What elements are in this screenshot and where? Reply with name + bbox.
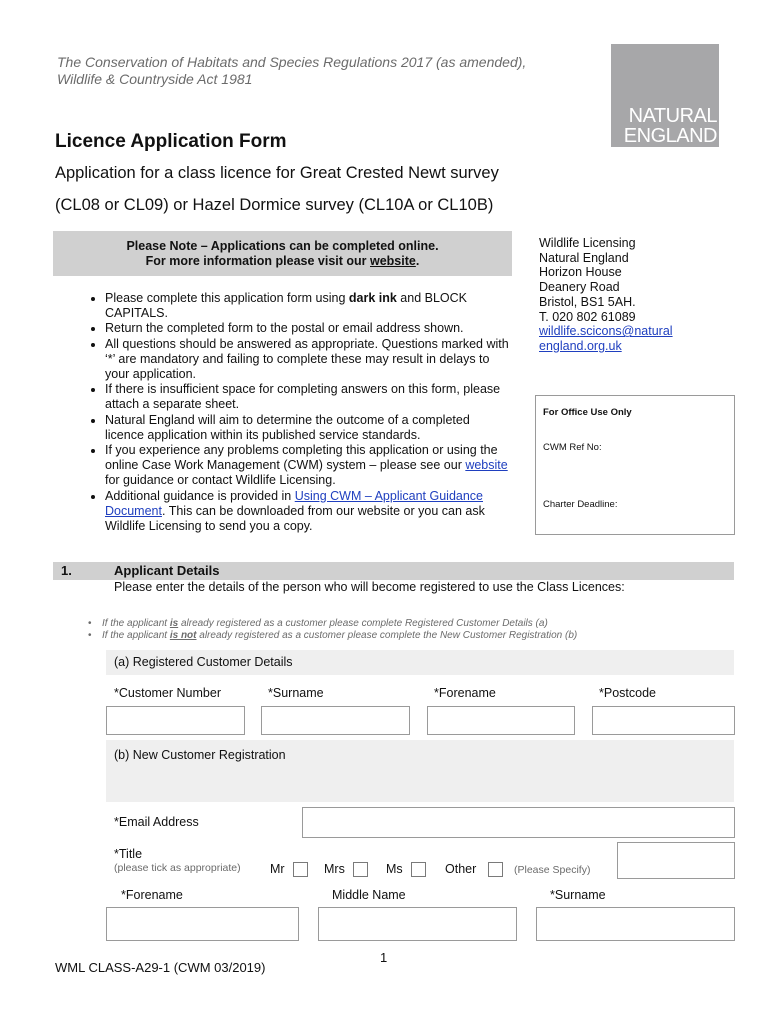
middle-name-input[interactable] — [318, 907, 517, 941]
surname-label: *Surname — [550, 888, 606, 902]
logo-text-natural: NATURAL — [628, 105, 717, 127]
form-title: Licence Application Form — [55, 131, 287, 152]
other-title-input[interactable] — [617, 842, 735, 879]
bullet-icon: • — [88, 618, 92, 629]
email-address-label: *Email Address — [114, 815, 199, 829]
instruction-item: • If you experience any problems completing this application or using the online Case Work Management (CWM) system – please see our website for guidance or contact Wildlife Licensing. — [105, 443, 510, 489]
postcode-input[interactable] — [592, 706, 735, 735]
address-line: Deanery Road — [539, 280, 620, 295]
postal-address — [539, 236, 673, 354]
legislation-header — [57, 54, 597, 88]
customer-number-label: *Customer Number — [114, 686, 221, 700]
forename-label: *Forename — [121, 888, 183, 902]
website-link[interactable]: website — [370, 254, 416, 268]
postcode-label: *Postcode — [599, 686, 656, 700]
registered-customer-heading-row — [106, 650, 734, 675]
title-label: *Title — [114, 847, 143, 861]
registered-customer-heading: (a) Registered Customer Details — [114, 655, 293, 669]
address-line: Natural England — [539, 250, 629, 265]
office-use-title: For Office Use Only — [543, 407, 632, 418]
instruction-item: • Additional guidance is provided in Using CWM – Applicant Guidance Document. This can be downloaded from our website or you can ask Wildlife Licensing to send you a copy. — [105, 489, 510, 535]
bullet-icon: • — [88, 630, 92, 641]
charter-deadline-label: Charter Deadline: — [543, 499, 618, 510]
document-code: WML CLASS-A29-1 (CWM 03/2019) — [55, 960, 266, 975]
title-option-other: Other — [445, 862, 503, 877]
office-use-box — [535, 395, 735, 535]
mr-checkbox[interactable] — [293, 862, 308, 877]
title-option-mrs: Mrs — [324, 862, 368, 877]
address-line: Wildlife Licensing — [539, 236, 636, 250]
email-link-line-1[interactable]: wildlife.scicons@natural — [539, 324, 673, 339]
logo-text-england: ENGLAND — [623, 125, 717, 147]
cwm-ref-label: CWM Ref No: — [543, 442, 602, 453]
form-subtitle-line-1: Application for a class licence for Great Crested Newt survey — [55, 164, 499, 182]
form-subtitle-line-2: (CL08 or CL09) or Hazel Dormice survey (CL10A or CL10B) — [55, 196, 494, 214]
title-option-ms: Ms — [386, 862, 426, 877]
legislation-line-1: The Conservation of Habitats and Species Regulations 2017 — [57, 54, 433, 70]
reg-surname-input[interactable] — [261, 706, 410, 735]
email-address-input[interactable] — [302, 807, 735, 838]
email-link-line-2[interactable]: england.org.uk — [539, 338, 622, 353]
reg-forename-label: *Forename — [434, 686, 496, 700]
section-1-header — [53, 562, 734, 580]
other-checkbox[interactable] — [488, 862, 503, 877]
middle-name-label: Middle Name — [332, 888, 406, 902]
instruction-item: • Natural England will aim to determine the outcome of a completed licence application within its published service standards. — [105, 413, 510, 443]
address-line: Horizon House — [539, 265, 622, 280]
page-number: 1 — [380, 950, 388, 965]
address-line: Bristol, BS1 5AH. — [539, 294, 636, 309]
phone-number: T. 020 802 61089 — [539, 309, 636, 324]
ms-checkbox[interactable] — [411, 862, 426, 877]
new-customer-hint: • If the applicant is not already registered as a customer please complete the New Customer Registration (b) — [88, 630, 578, 641]
tick-hint: (please tick as appropriate) — [114, 862, 241, 874]
section-description: Please enter the details of the person who will become registered to use the Class Licences: — [114, 580, 625, 594]
mrs-checkbox[interactable] — [353, 862, 368, 877]
reg-surname-label: *Surname — [268, 686, 324, 700]
forename-input[interactable] — [106, 907, 299, 941]
natural-england-logo — [611, 44, 719, 147]
instruction-item: • All questions should be answered as appropriate. Questions marked with ‘*’ are mandatory and failing to complete these may result in delays to your application. — [105, 337, 510, 383]
legislation-line-2: Wildlife & Countryside Act 1981 — [57, 71, 253, 87]
title-option-mr: Mr — [270, 862, 308, 877]
instruction-item: • Please complete this application form using dark ink and BLOCK CAPITALS. — [105, 291, 510, 321]
website-link[interactable]: website — [465, 458, 508, 473]
online-note-box — [53, 231, 512, 276]
registered-hint: • If the applicant is already registered as a customer please complete Registered Customer Details (a) — [88, 618, 548, 629]
new-customer-heading: (b) New Customer Registration — [114, 748, 286, 762]
reg-forename-input[interactable] — [427, 706, 575, 735]
new-customer-heading-row — [106, 740, 734, 802]
please-specify-hint: (Please Specify) — [514, 864, 591, 876]
legislation-amended: (as amended), — [436, 54, 527, 70]
surname-input[interactable] — [536, 907, 735, 941]
instruction-item: • Return the completed form to the postal or email address shown. — [105, 321, 510, 336]
online-note-line-2: For more information please visit our website. — [145, 254, 420, 268]
section-number: 1. — [61, 563, 72, 578]
instructions-list — [52, 291, 510, 534]
guidance-document-link[interactable]: Using CWM – Applicant Guidance Document — [105, 488, 483, 518]
section-title: Applicant Details — [114, 563, 220, 578]
instruction-item: • If there is insufficient space for completing answers on this form, please attach a separate sheet. — [105, 382, 510, 412]
online-note-line-1: Please Note – Applications can be completed online. — [126, 239, 439, 253]
customer-number-input[interactable] — [106, 706, 245, 735]
